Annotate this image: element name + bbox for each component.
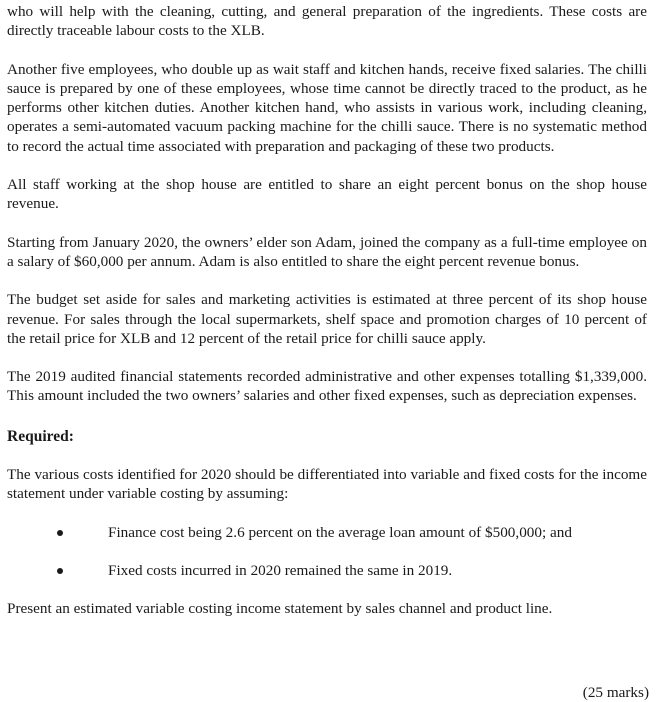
marks-label: (25 marks) [582,684,649,701]
task-statement: Present an estimated variable costing income statement by sales channel and product line. [7,600,553,618]
assumption-fixed-costs: Fixed costs incurred in 2020 remained the same in 2019. [108,561,453,579]
required-heading: Required: [7,427,74,445]
required-intro: The various costs identified for 2020 should be differentiated into variable and fixed costs for the income statement under variable costing by assuming: [7,466,647,503]
list-item [7,523,647,542]
paragraph-fixed-salaries: Another five employees, who double up as wait staff and kitchen hands, receive fixed salaries. The chilli sauce is prepared by one of these employees, whose time cannot be directly traced to the product, as he performs other kitchen duties. Another kitchen hand, who assists in various work, including cleaning, operates a semi-automated vacuum packing machine for the chilli sauce. There is no systematic method to record the actual time associated with preparation and packaging of these two products. [7,60,647,155]
paragraph-adam-salary: Starting from January 2020, the owners’ elder son Adam, joined the company as a full-time employee on a salary of $60,000 per annum. Adam is also entitled to share the eight percent revenue bonus. [7,233,647,270]
bullet-icon [57,568,63,574]
paragraph-staff-bonus: All staff working at the shop house are entitled to share an eight percent bonus on the shop house revenue. [7,176,647,213]
paragraph-marketing-budget: The budget set aside for sales and marketing activities is estimated at three percent of its shop house revenue. For sales through the local supermarkets, shelf space and promotion charges of 10 percent of the retail price for XLB and 12 percent of the retail price for chilli sauce apply. [7,291,647,347]
assumptions-list [7,523,647,581]
bullet-icon [57,530,63,536]
paragraph-financial-statements: The 2019 audited financial statements recorded administrative and other expenses totalling $1,339,000. This amount included the two owners’ salaries and other fixed expenses, such as depreciation expenses. [7,368,647,405]
assumption-finance-cost: Finance cost being 2.6 percent on the average loan amount of $500,000; and [108,523,572,541]
document-page [7,2,647,619]
list-item [7,561,647,580]
paragraph-labour-costs: who will help with the cleaning, cutting, and general preparation of the ingredients. These costs are directly traceable labour costs to the XLB. [7,3,647,40]
